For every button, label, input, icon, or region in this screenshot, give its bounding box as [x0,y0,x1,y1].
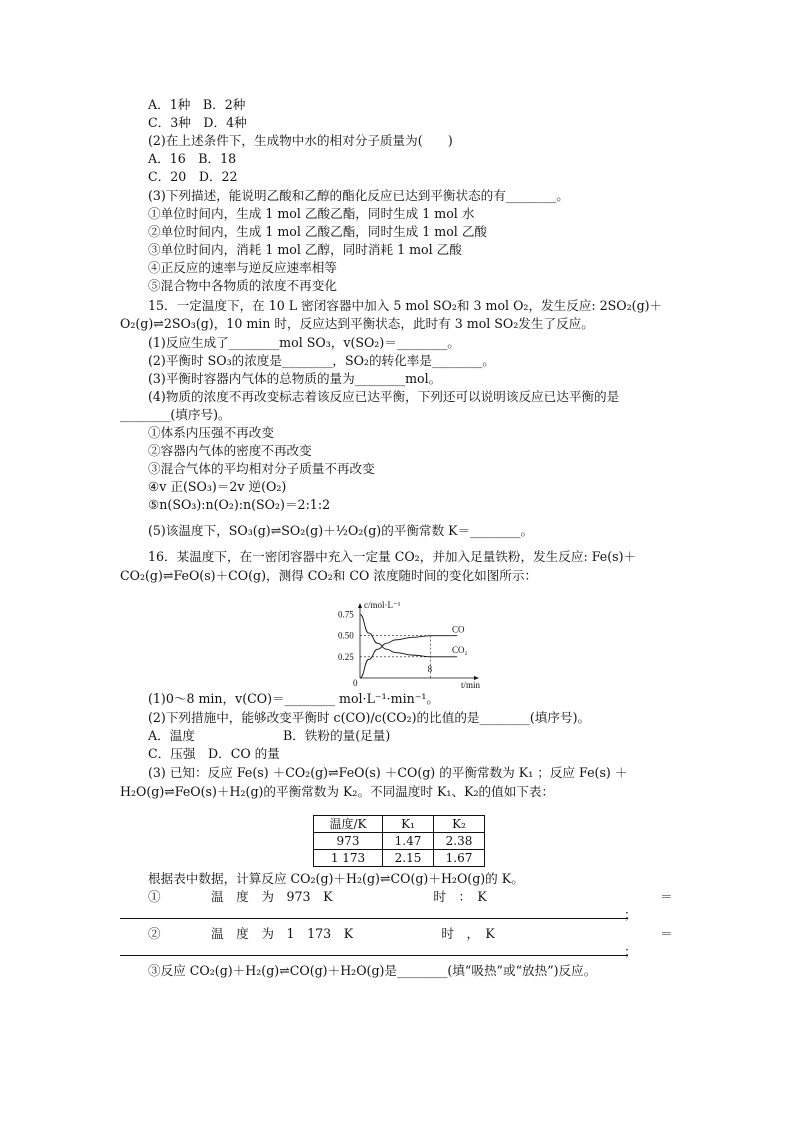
q15-item: ②容器内气体的密度不再改变 [148,443,312,458]
q15-item: ④v 正(SO₃)＝2v 逆(O₂) [148,479,287,494]
q15-sub5: (5)该温度下，SO₃(g)⇌SO₂(g)＋½O₂(g)的平衡常数 K＝________。 [148,523,534,538]
table-header-cell: K₁ [383,816,434,833]
series-co-label: CO [452,624,465,635]
q16-calc1-prompt: ① 温 度 为 973 K 时 ： K [148,889,487,904]
q14-part2-options-ab: A．16 B．18 [148,151,237,166]
table-cell: 2.38 [434,833,485,850]
q16-sub3-line1: (3) 已知：反应 Fe(s) ＋CO₂(g)⇌FeO(s) ＋CO(g) 的平衡常数为 K₁ ；反应 Fe(s) ＋ [148,765,628,780]
q15-sub3: (3)平衡时容器内气体的总物质的量为________mol。 [148,371,442,386]
q15-sub4-line1: (4)物质的浓度不再改变标志着该反应已达平衡，下列还可以说明该反应已达平衡的是 [148,389,620,404]
k-values-table [313,815,485,867]
q14-item: ①单位时间内，生成 1 mol 乙酸乙酯，同时生成 1 mol 水 [148,206,475,221]
y-tick-label: 0.75 [338,609,354,620]
q14-part2-options-cd: C．20 D．22 [148,169,238,184]
q16-sub2-options-ab: A．温度 B．铁粉的量(足量) [148,728,391,743]
q15-item: ⑤n(SO₃):n(O₂):n(SO₂)＝2:1:2 [148,497,331,512]
table-header-cell: K₂ [434,816,485,833]
q14-item: ②单位时间内，生成 1 mol 乙酸乙酯，同时生成 1 mol 乙酸 [148,224,488,239]
q14-item: ④正反应的速率与逆反应速率相等 [148,260,337,275]
table-row [314,850,485,867]
q14-options-ab: A．1种 B．2种 [148,97,246,112]
q14-part2: (2)在上述条件下，生成物中水的相对分子质量为( ) [148,133,453,148]
table-row [314,833,485,850]
q16-sub2: (2)下列措施中，能够改变平衡时 c(CO)/c(CO₂)的比值的是________(填序号)。 [148,710,591,725]
q16-sub1: (1)0～8 min，v(CO)＝________ mol·L⁻¹·min⁻¹。 [148,691,439,706]
x-axis-label: t/min [461,680,481,690]
x-tick-label: 8 [427,664,433,674]
table-cell: 973 [314,833,383,850]
concentration-time-chart [326,600,486,690]
q16-calc1-semicolon: ； [624,907,637,922]
q15-sub1: (1)反应生成了________mol SO₃，v(SO₂)＝________。 [148,335,460,350]
q16-calc2-answer-line [120,955,628,956]
q16-calc2-prompt: ② 温 度 为 1 173 K 时 ， K [148,926,495,941]
y-axis-arrow [358,603,362,608]
q16-calc2-semicolon: ； [624,944,637,959]
q16-stem-line2: CO₂(g)⇌FeO(s)＋CO(g)，测得 CO₂和 CO 浓度随时间的变化如图所示： [120,568,538,583]
y-tick-label: 0.25 [338,651,354,662]
table-cell: 1.47 [383,833,434,850]
q15-stem-line1: 15．一定温度下，在 10 L 密闭容器中加入 5 mol SO₂和 3 mol O₂，发生反应: 2SO₂(g)＋ [148,298,663,313]
q16-sub3-line2: H₂O(g)⇌FeO(s)＋H₂(g)的平衡常数为 K₂。不同温度时 K₁、K₂的值如下表： [120,784,555,799]
table-cell: 1.67 [434,850,485,867]
q14-item: ⑤混合物中各物质的浓度不再变化 [148,278,337,293]
y-axis-label: c/mol·L⁻¹ [364,600,401,610]
q16-calc2-equals: ＝ [660,926,673,941]
q15-sub2: (2)平衡时 SO₃的浓度是________，SO₂的转化率是________。 [148,353,495,368]
q15-sub4-line2: ________(填序号)。 [120,407,231,422]
table-header-cell: 温度/K [314,816,383,833]
q15-stem-line2: O₂(g)⇌2SO₃(g)，10 min 时，反应达到平衡状态，此时有 3 mol SO₂发生了反应。 [120,316,594,331]
q14-item: ③单位时间内，消耗 1 mol 乙醇，同时消耗 1 mol 乙酸 [148,242,462,257]
q16-sub2-options-cd: C．压强 D．CO 的量 [148,746,280,761]
q14-part3: (3)下列描述，能说明乙酸和乙醇的酯化反应已达到平衡状态的有________。 [148,188,569,203]
q16-calc1-answer-line [120,918,628,919]
q15-item: ①体系内压强不再改变 [148,425,274,440]
origin-label: 0 [353,678,358,688]
q16-calc3: ③反应 CO₂(g)＋H₂(g)⇌CO(g)＋H₂O(g)是________(填“吸热”或“放热”)反应。 [148,963,597,978]
table-header-row [314,816,485,833]
q15-item: ③混合气体的平均相对分子质量不再改变 [148,461,375,476]
y-tick-label: 0.50 [338,630,354,641]
q16-calc1-equals: ＝ [660,889,673,904]
q14-options-cd: C．3种 D．4种 [148,115,247,130]
table-cell: 2.15 [383,850,434,867]
table-cell: 1 173 [314,850,383,867]
series-co2-label: CO₂ [452,644,468,655]
q16-calc-instruction: 根据表中数据，计算反应 CO₂(g)＋H₂(g)⇌CO(g)＋H₂O(g)的 K。 [148,871,524,886]
q16-stem-line1: 16．某温度下，在一密闭容器中充入一定量 CO₂，并加入足量铁粉，发生反应: Fe(s)＋ [148,549,637,564]
